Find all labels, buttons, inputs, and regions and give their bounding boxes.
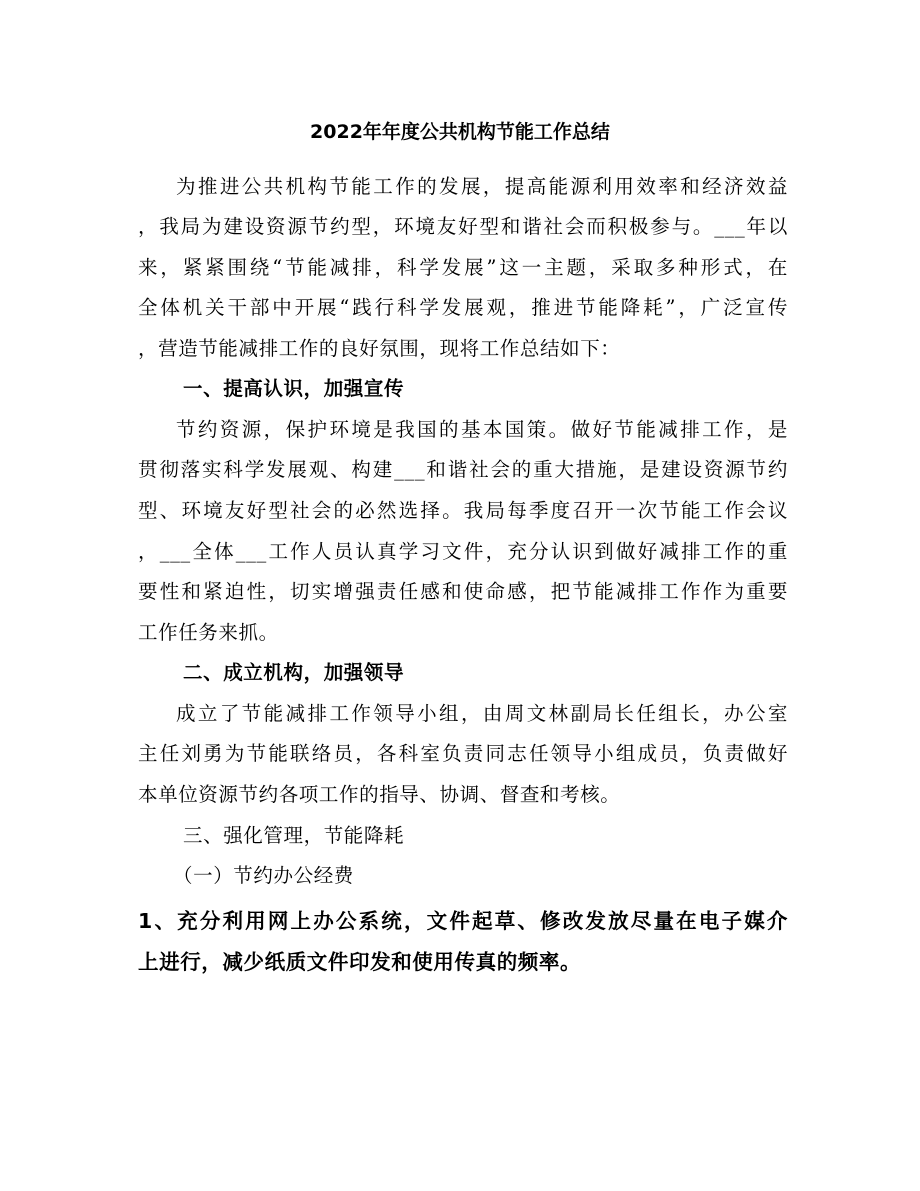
section-3-heading: 三、强化管理，节能降耗 (183, 824, 405, 847)
document-title: 2022年年度公共机构节能工作总结 (310, 121, 610, 143)
intro-line-5: ，营造节能减排工作的良好氛围，现将工作总结如下： (138, 337, 621, 360)
section-2-line-3: 本单位资源节约各项工作的指导、协调、督查和考核。 (138, 783, 621, 806)
section-1-line-6: 工作任务来抓。 (138, 621, 279, 644)
intro-line-4: 全体机关干部中开展“践行科学发展观，推进节能降耗”，广泛宣传 (138, 296, 788, 319)
section-3-item-1-line-1: 1、充分利用网上办公系统，文件起草、修改发放尽量在电子媒介 (138, 909, 788, 933)
section-1-heading: 一、提高认识，加强宣传 (183, 377, 405, 400)
section-1-line-2: 贯彻落实科学发展观、构建___和谐社会的重大措施，是建设资源节约 (138, 458, 788, 481)
section-1-line-5: 要性和紧迫性，切实增强责任感和使命感，把节能减排工作作为重要 (138, 580, 788, 603)
intro-line-3: 来，紧紧围绕“节能减排，科学发展”这一主题，采取多种形式，在 (138, 256, 788, 279)
section-3-subheading: （一）节约办公经费 (173, 864, 354, 887)
section-2-heading: 二、成立机构，加强领导 (183, 661, 405, 684)
section-1-line-1: 节约资源，保护环境是我国的基本国策。做好节能减排工作，是 (176, 418, 788, 441)
section-2-line-2: 主任刘勇为节能联络员，各科室负责同志任领导小组成员，负责做好 (138, 742, 788, 765)
intro-line-2: ，我局为建设资源节约型，环境友好型和谐社会而积极参与。___年以 (138, 215, 788, 238)
intro-line-1: 为推进公共机构节能工作的发展，提高能源利用效率和经济效益 (176, 175, 788, 198)
section-3-item-1-line-2: 上进行，减少纸质文件印发和使用传真的频率。 (138, 950, 582, 974)
section-1-line-4: ，___全体___工作人员认真学习文件，充分认识到做好减排工作的重 (138, 540, 788, 563)
section-1-line-3: 型、环境友好型社会的必然选择。我局每季度召开一次节能工作会议 (138, 499, 788, 522)
section-2-line-1: 成立了节能减排工作领导小组，由周文林副局长任组长，办公室 (176, 702, 788, 725)
